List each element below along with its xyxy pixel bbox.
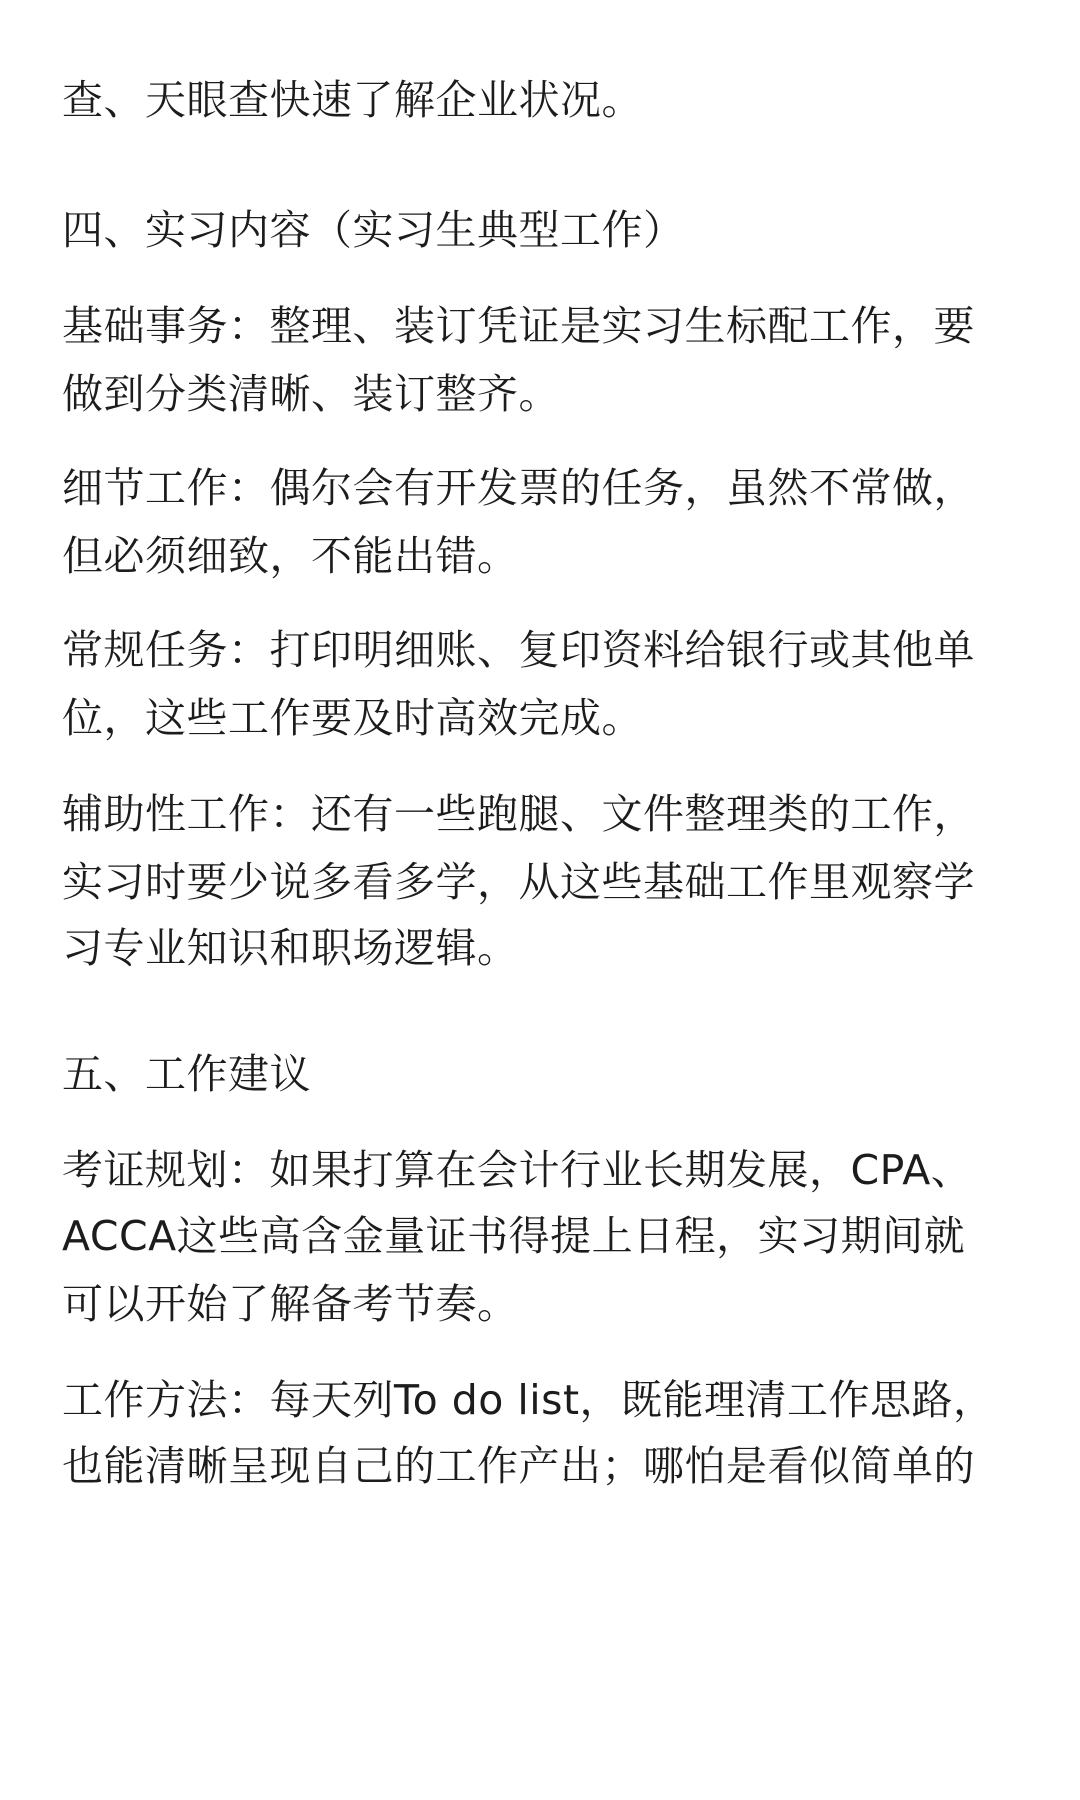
section-heading-5: 五、工作建议 (62, 1050, 311, 1098)
paragraph-line: 考证规划：如果打算在会计行业长期发展，CPA、 (62, 1146, 973, 1194)
paragraph-line: 可以开始了解备考节奏。 (62, 1280, 519, 1328)
paragraph-line: 常规任务：打印明细账、复印资料给银行或其他单 (62, 626, 975, 674)
paragraph-line: ACCA这些高含金量证书得提上日程，实习期间就 (62, 1212, 966, 1260)
paragraph-line: 实习时要少说多看多学，从这些基础工作里观察学 (62, 858, 975, 906)
paragraph-line: 细节工作：偶尔会有开发票的任务，虽然不常做， (62, 464, 975, 512)
paragraph-line: 基础事务：整理、装订凭证是实习生标配工作，要 (62, 302, 975, 350)
paragraph-line: 工作方法：每天列To do list，既能理清工作思路， (62, 1376, 995, 1424)
paragraph-line: 但必须细致，不能出错。 (62, 532, 519, 580)
paragraph-line: 辅助性工作：还有一些跑腿、文件整理类的工作， (62, 790, 975, 838)
paragraph-line: 查、天眼查快速了解企业状况。 (62, 76, 643, 124)
paragraph-line: 做到分类清晰、装订整齐。 (62, 370, 560, 418)
paragraph-line: 位，这些工作要及时高效完成。 (62, 694, 643, 742)
paragraph-line: 习专业知识和职场逻辑。 (62, 924, 519, 972)
paragraph-line: 也能清晰呈现自己的工作产出；哪怕是看似简单的 (62, 1442, 975, 1490)
section-heading-4: 四、实习内容（实习生典型工作） (62, 206, 685, 254)
